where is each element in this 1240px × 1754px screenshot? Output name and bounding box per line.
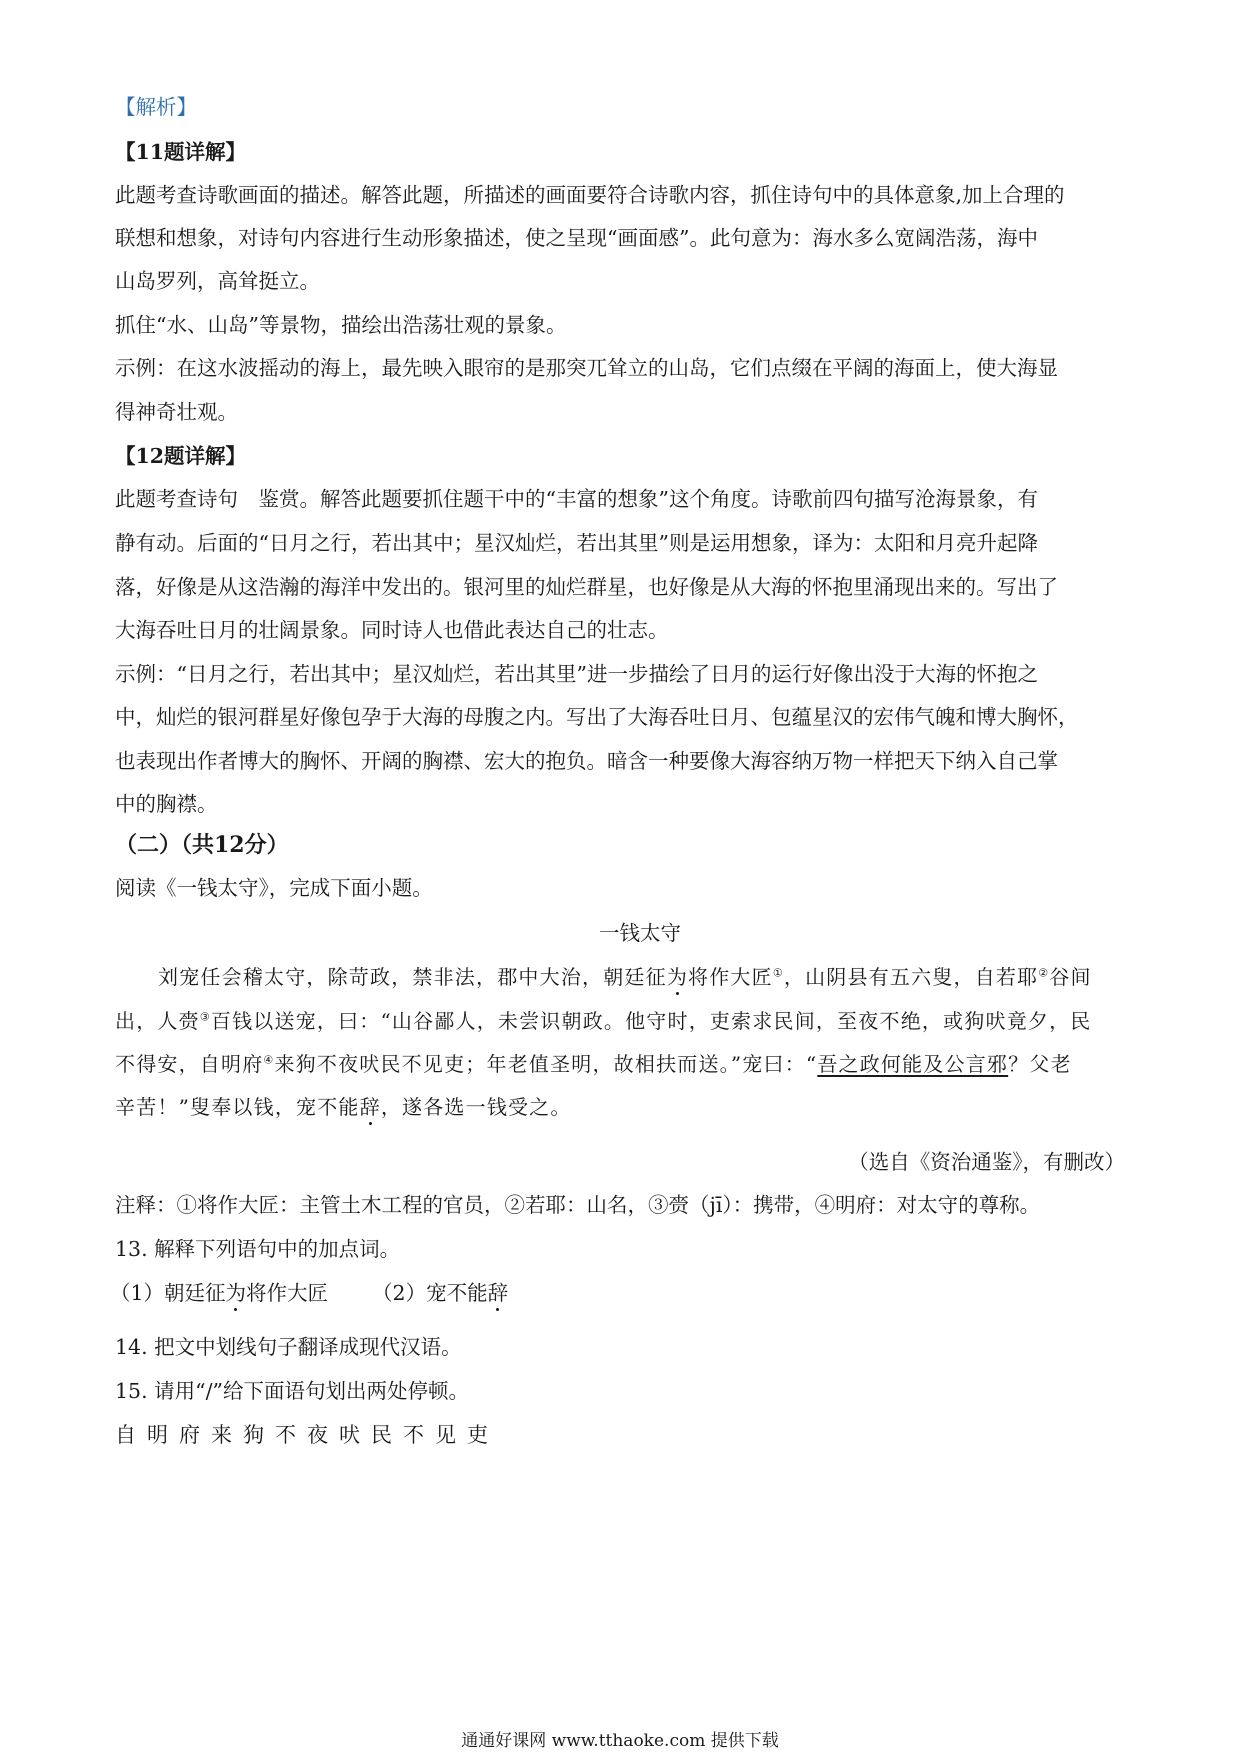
item-text: （1）朝廷征 <box>110 1281 226 1305</box>
question-14: 14. 把文中划线句子翻译成现代汉语。 <box>115 1335 462 1359</box>
passage-text: 将作大匠 <box>688 965 773 989</box>
dotted-word: 为 <box>225 1281 247 1305</box>
item-text: （2）宠不能 <box>372 1281 488 1305</box>
q12-line: 中，灿烂的银河群星好像包孕于大海的母腹之内。写出了大海吞吐日月、包蕴星汉的宏伟气魄和博大胸怀， <box>115 705 1079 729</box>
q11-line: 得神奇壮观。 <box>115 400 238 424</box>
dotted-word: 辞 <box>487 1281 509 1305</box>
q12-line: 大海吞吐日月的壮阔景象。同时诗人也借此表达自己的壮志。 <box>115 618 669 642</box>
passage-text: ？父老 <box>1008 1052 1072 1076</box>
source-citation: （选自《资治通鉴》，有删改） <box>848 1150 1125 1174</box>
passage-text: 出，人赍 <box>115 1009 200 1033</box>
q12-line: 此题考查诗句 鉴赏。解答此题要抓住题干中的“丰富的想象”这个角度。诗歌前四句描写沧海景象，有 <box>115 487 1038 511</box>
footnote-marker: ① <box>772 966 784 980</box>
q11-heading: 【11题详解】 <box>115 140 247 164</box>
passage-line <box>115 1006 1135 1036</box>
section-heading: （二）（共12分） <box>115 832 289 858</box>
passage-line <box>115 1092 1135 1122</box>
item-text: 将作大匠 <box>246 1281 329 1305</box>
q12-line: 中的胸襟。 <box>115 792 218 816</box>
q11-line: 此题考查诗歌画面的描述。解答此题，所描述的画面要符合诗歌内容，抓住诗句中的具体意象,加上合理的 <box>115 183 1065 207</box>
passage-text: 辛苦！”叟奉以钱，宠不能 <box>115 1095 360 1119</box>
footnote-marker: ② <box>1038 966 1050 980</box>
passage-text: 不得安，自明府 <box>115 1052 264 1076</box>
footnote-marker: ③ <box>199 1010 211 1024</box>
q12-heading: 【12题详解】 <box>115 444 247 468</box>
reading-instruction: 阅读《一钱太守》，完成下面小题。 <box>115 876 433 900</box>
passage-text: ，山阴县有五六叟，自若耶 <box>783 965 1039 989</box>
question-15-sentence: 自明府来狗不夜吠民不见吏 <box>115 1423 499 1447</box>
passage-line <box>115 1049 1135 1079</box>
q12-line: 落，好像是从这浩瀚的海洋中发出的。银河里的灿烂群星，也好像是从大海的怀抱里涌现出来的。写出了 <box>115 575 1058 599</box>
question-15: 15. 请用“/”给下面语句划出两处停顿。 <box>115 1379 469 1403</box>
footnote-marker: ④ <box>263 1053 275 1067</box>
q12-line: 静有动。后面的“日月之行，若出其中；星汉灿烂，若出其里”则是运用想象，译为：太阳和月亮升起降 <box>115 531 1038 555</box>
passage-text: 来狗不夜吠民不见吏；年老值圣明，故相扶而送。”宠曰：“ <box>274 1052 818 1076</box>
q11-line: 示例：在这水波摇动的海上，最先映入眼帘的是那突兀耸立的山岛，它们点缀在平阔的海面上，使大海显 <box>115 356 1058 380</box>
underlined-sentence: 吾之政何能及公言邪 <box>817 1052 1009 1076</box>
question-13: 13. 解释下列语句中的加点词。 <box>115 1237 401 1261</box>
passage-text: 谷间 <box>1049 965 1092 989</box>
passage-text: 刘宠任会稽太守，除苛政，禁非法，郡中大治，朝廷征 <box>158 965 667 989</box>
dotted-word: 辞 <box>359 1095 381 1119</box>
passage-text: 百钱以送宠，曰：“山谷鄙人，未尝识朝政。他守时，吏索求民间，至夜不绝，或狗吠竟夕，民 <box>210 1009 1092 1033</box>
passage-text: ，遂各选一钱受之。 <box>380 1095 572 1119</box>
annotations: 注释：①将作大匠：主管土木工程的官员，②若耶：山名，③赍（jī）：携带，④明府：对太守的尊称。 <box>115 1193 1041 1217</box>
analysis-label: 【解析】 <box>115 95 197 119</box>
page-footer: 通通好课网 www.tthaoke.com 提供下载 <box>461 1731 779 1751</box>
q11-line: 联想和想象，对诗句内容进行生动形象描述，使之呈现“画面感”。此句意为：海水多么宽阔浩荡，海中 <box>115 226 1038 250</box>
passage-title: 一钱太守 <box>599 921 681 945</box>
passage-line <box>158 962 1178 992</box>
q12-line: 示例：“日月之行，若出其中；星汉灿烂，若出其里”进一步描绘了日月的运行好像出没于大海的怀抱之 <box>115 662 1038 686</box>
dotted-word: 为 <box>666 965 689 989</box>
question-13-items <box>110 1278 1130 1308</box>
q11-line: 抓住“水、山岛”等景物，描绘出浩荡壮观的景象。 <box>115 313 567 337</box>
q12-line: 也表现出作者博大的胸怀、开阔的胸襟、宏大的抱负。暗含一种要像大海容纳万物一样把天下纳入自己掌 <box>115 749 1058 773</box>
q11-line: 山岛罗列，高耸挺立。 <box>115 269 320 293</box>
